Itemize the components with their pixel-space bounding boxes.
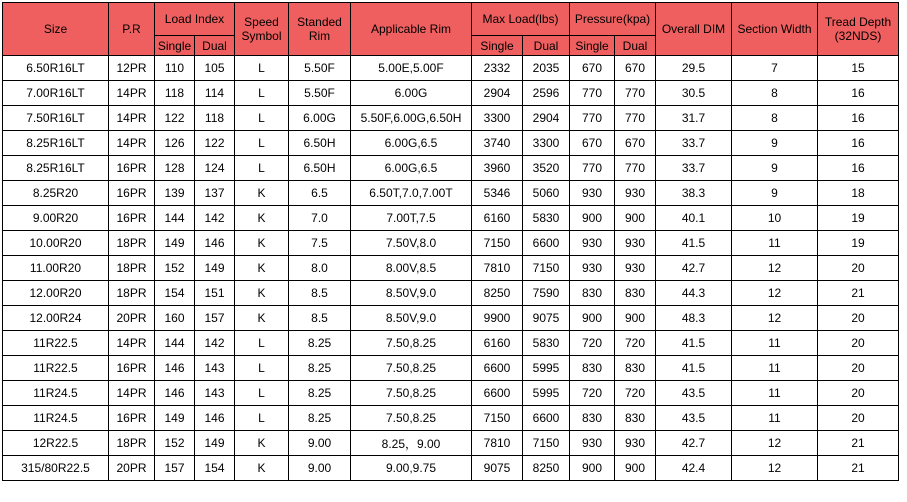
cell-size: 7.00R16LT <box>3 81 109 106</box>
cell-speed: L <box>235 156 289 181</box>
cell-section-width: 12 <box>732 306 818 331</box>
cell-maxload-dual: 3520 <box>523 156 570 181</box>
cell-pressure-dual: 770 <box>615 106 656 131</box>
cell-overall-dim: 42.7 <box>656 431 732 456</box>
cell-tread-depth: 19 <box>818 206 899 231</box>
cell-pr: 20PR <box>109 306 155 331</box>
cell-pr: 16PR <box>109 206 155 231</box>
cell-pressure-single: 830 <box>570 281 615 306</box>
header-applicable-rim: Applicable Rim <box>351 3 472 56</box>
cell-tread-depth: 20 <box>818 306 899 331</box>
cell-maxload-dual: 3300 <box>523 131 570 156</box>
cell-load-dual: 124 <box>195 156 235 181</box>
cell-speed: L <box>235 406 289 431</box>
cell-load-single: 139 <box>155 181 195 206</box>
cell-speed: K <box>235 256 289 281</box>
header-pressure-dual: Dual <box>615 36 656 56</box>
cell-section-width: 12 <box>732 256 818 281</box>
cell-size: 7.50R16LT <box>3 106 109 131</box>
cell-overall-dim: 44.3 <box>656 281 732 306</box>
cell-speed: L <box>235 131 289 156</box>
table-row <box>3 456 899 481</box>
header-size: Size <box>3 3 109 56</box>
cell-size: 11R22.5 <box>3 331 109 356</box>
table-row <box>3 56 899 81</box>
cell-maxload-single: 6160 <box>472 331 523 356</box>
cell-pr: 14PR <box>109 131 155 156</box>
cell-section-width: 7 <box>732 56 818 81</box>
tire-spec-table <box>2 2 899 481</box>
cell-load-single: 152 <box>155 431 195 456</box>
cell-pressure-single: 930 <box>570 181 615 206</box>
header-load-index: Load Index <box>155 3 235 36</box>
cell-size: 9.00R20 <box>3 206 109 231</box>
cell-pressure-single: 930 <box>570 256 615 281</box>
header-overall-dim: Overall DIM <box>656 3 732 56</box>
cell-pr: 14PR <box>109 381 155 406</box>
cell-load-single: 122 <box>155 106 195 131</box>
cell-standed-rim: 6.50H <box>289 131 351 156</box>
cell-pressure-single: 830 <box>570 356 615 381</box>
cell-section-width: 12 <box>732 456 818 481</box>
cell-size: 6.50R16LT <box>3 56 109 81</box>
cell-overall-dim: 30.5 <box>656 81 732 106</box>
cell-section-width: 12 <box>732 431 818 456</box>
cell-speed: K <box>235 281 289 306</box>
cell-tread-depth: 16 <box>818 81 899 106</box>
cell-maxload-dual: 5830 <box>523 331 570 356</box>
cell-speed: L <box>235 381 289 406</box>
cell-pressure-single: 770 <box>570 81 615 106</box>
cell-pressure-dual: 830 <box>615 281 656 306</box>
cell-maxload-dual: 2904 <box>523 106 570 131</box>
cell-section-width: 11 <box>732 356 818 381</box>
cell-overall-dim: 43.5 <box>656 406 732 431</box>
cell-maxload-single: 6600 <box>472 356 523 381</box>
cell-standed-rim: 7.5 <box>289 231 351 256</box>
cell-load-single: 157 <box>155 456 195 481</box>
cell-pr: 14PR <box>109 331 155 356</box>
cell-maxload-single: 2904 <box>472 81 523 106</box>
cell-standed-rim: 5.50F <box>289 56 351 81</box>
cell-load-single: 160 <box>155 306 195 331</box>
cell-maxload-single: 9900 <box>472 306 523 331</box>
cell-tread-depth: 20 <box>818 381 899 406</box>
cell-size: 12.00R20 <box>3 281 109 306</box>
cell-applicable-rim: 6.00G,6.5 <box>351 156 472 181</box>
cell-load-single: 126 <box>155 131 195 156</box>
cell-standed-rim: 8.25 <box>289 381 351 406</box>
cell-tread-depth: 16 <box>818 156 899 181</box>
cell-tread-depth: 20 <box>818 406 899 431</box>
cell-maxload-single: 3300 <box>472 106 523 131</box>
cell-applicable-rim: 8.25，9.00 <box>351 431 472 456</box>
cell-overall-dim: 33.7 <box>656 156 732 181</box>
cell-applicable-rim: 9.00,9.75 <box>351 456 472 481</box>
cell-standed-rim: 8.5 <box>289 306 351 331</box>
cell-section-width: 12 <box>732 281 818 306</box>
header-standed-rim: Standed Rim <box>289 3 351 56</box>
table-row <box>3 281 899 306</box>
cell-tread-depth: 18 <box>818 181 899 206</box>
cell-load-single: 146 <box>155 381 195 406</box>
cell-pressure-dual: 900 <box>615 206 656 231</box>
cell-pressure-dual: 720 <box>615 381 656 406</box>
cell-standed-rim: 8.0 <box>289 256 351 281</box>
header-pr: P.R <box>109 3 155 56</box>
cell-pressure-dual: 670 <box>615 131 656 156</box>
cell-load-dual: 149 <box>195 256 235 281</box>
table-row <box>3 81 899 106</box>
cell-speed: K <box>235 306 289 331</box>
cell-load-dual: 105 <box>195 56 235 81</box>
cell-pressure-single: 900 <box>570 206 615 231</box>
header-section-width: Section Width <box>732 3 818 56</box>
cell-speed: L <box>235 106 289 131</box>
table-row <box>3 181 899 206</box>
cell-standed-rim: 5.50F <box>289 81 351 106</box>
cell-section-width: 8 <box>732 106 818 131</box>
cell-pressure-dual: 930 <box>615 181 656 206</box>
cell-tread-depth: 16 <box>818 131 899 156</box>
cell-maxload-dual: 6600 <box>523 231 570 256</box>
cell-overall-dim: 29.5 <box>656 56 732 81</box>
cell-applicable-rim: 6.50T,7.0,7.00T <box>351 181 472 206</box>
cell-applicable-rim: 7.50,8.25 <box>351 406 472 431</box>
cell-size: 11R24.5 <box>3 381 109 406</box>
header-max-load: Max Load(lbs) <box>472 3 570 36</box>
table-row <box>3 306 899 331</box>
cell-applicable-rim: 5.50F,6.00G,6.50H <box>351 106 472 131</box>
cell-size: 11R24.5 <box>3 406 109 431</box>
cell-pr: 18PR <box>109 281 155 306</box>
table-row <box>3 356 899 381</box>
cell-applicable-rim: 6.00G,6.5 <box>351 131 472 156</box>
cell-tread-depth: 16 <box>818 106 899 131</box>
cell-maxload-single: 6600 <box>472 381 523 406</box>
cell-load-dual: 146 <box>195 406 235 431</box>
cell-overall-dim: 41.5 <box>656 331 732 356</box>
cell-standed-rim: 6.50H <box>289 156 351 181</box>
table-row <box>3 431 899 456</box>
cell-standed-rim: 6.5 <box>289 181 351 206</box>
cell-overall-dim: 40.1 <box>656 206 732 231</box>
cell-maxload-dual: 7590 <box>523 281 570 306</box>
cell-size: 8.25R20 <box>3 181 109 206</box>
cell-applicable-rim: 8.50V,9.0 <box>351 306 472 331</box>
header-load-single: Single <box>155 36 195 56</box>
cell-pressure-single: 670 <box>570 56 615 81</box>
cell-load-single: 149 <box>155 231 195 256</box>
cell-overall-dim: 33.7 <box>656 131 732 156</box>
cell-maxload-dual: 7150 <box>523 256 570 281</box>
cell-speed: L <box>235 331 289 356</box>
cell-tread-depth: 20 <box>818 256 899 281</box>
cell-standed-rim: 8.25 <box>289 331 351 356</box>
cell-overall-dim: 42.7 <box>656 256 732 281</box>
cell-speed: L <box>235 356 289 381</box>
cell-section-width: 9 <box>732 131 818 156</box>
cell-pr: 18PR <box>109 431 155 456</box>
cell-pr: 16PR <box>109 406 155 431</box>
header-load-dual: Dual <box>195 36 235 56</box>
cell-load-dual: 146 <box>195 231 235 256</box>
cell-maxload-single: 7150 <box>472 231 523 256</box>
cell-pr: 14PR <box>109 106 155 131</box>
cell-load-dual: 143 <box>195 381 235 406</box>
cell-maxload-single: 6160 <box>472 206 523 231</box>
cell-standed-rim: 9.00 <box>289 456 351 481</box>
cell-speed: K <box>235 431 289 456</box>
cell-maxload-dual: 5995 <box>523 381 570 406</box>
cell-section-width: 8 <box>732 81 818 106</box>
cell-pr: 16PR <box>109 356 155 381</box>
cell-pressure-single: 720 <box>570 331 615 356</box>
cell-maxload-single: 7150 <box>472 406 523 431</box>
cell-overall-dim: 31.7 <box>656 106 732 131</box>
cell-maxload-single: 7810 <box>472 431 523 456</box>
cell-load-single: 110 <box>155 56 195 81</box>
header-maxload-single: Single <box>472 36 523 56</box>
cell-maxload-single: 3740 <box>472 131 523 156</box>
cell-overall-dim: 41.5 <box>656 231 732 256</box>
cell-maxload-single: 2332 <box>472 56 523 81</box>
table-row <box>3 131 899 156</box>
cell-standed-rim: 8.25 <box>289 406 351 431</box>
cell-load-dual: 151 <box>195 281 235 306</box>
cell-load-single: 154 <box>155 281 195 306</box>
cell-load-single: 146 <box>155 356 195 381</box>
cell-load-dual: 118 <box>195 106 235 131</box>
cell-pressure-dual: 770 <box>615 81 656 106</box>
header-pressure: Pressure(kpa) <box>570 3 656 36</box>
cell-standed-rim: 8.25 <box>289 356 351 381</box>
cell-size: 12R22.5 <box>3 431 109 456</box>
cell-load-dual: 142 <box>195 206 235 231</box>
header-speed-symbol: Speed Symbol <box>235 3 289 56</box>
cell-pressure-single: 930 <box>570 431 615 456</box>
table-row <box>3 231 899 256</box>
cell-pressure-dual: 930 <box>615 256 656 281</box>
cell-speed: L <box>235 81 289 106</box>
cell-applicable-rim: 7.50V,8.0 <box>351 231 472 256</box>
cell-applicable-rim: 5.00E,5.00F <box>351 56 472 81</box>
cell-pressure-dual: 720 <box>615 331 656 356</box>
table-row <box>3 256 899 281</box>
cell-tread-depth: 21 <box>818 281 899 306</box>
cell-section-width: 10 <box>732 206 818 231</box>
cell-maxload-single: 3960 <box>472 156 523 181</box>
cell-overall-dim: 48.3 <box>656 306 732 331</box>
cell-load-single: 144 <box>155 206 195 231</box>
cell-overall-dim: 41.5 <box>656 356 732 381</box>
cell-pressure-dual: 930 <box>615 231 656 256</box>
cell-maxload-dual: 5995 <box>523 356 570 381</box>
cell-load-dual: 114 <box>195 81 235 106</box>
cell-section-width: 11 <box>732 231 818 256</box>
cell-speed: K <box>235 231 289 256</box>
cell-maxload-dual: 8250 <box>523 456 570 481</box>
cell-load-dual: 143 <box>195 356 235 381</box>
cell-maxload-dual: 2035 <box>523 56 570 81</box>
cell-pr: 12PR <box>109 56 155 81</box>
cell-pressure-dual: 930 <box>615 431 656 456</box>
cell-pressure-dual: 770 <box>615 156 656 181</box>
cell-maxload-single: 5346 <box>472 181 523 206</box>
cell-applicable-rim: 7.00T,7.5 <box>351 206 472 231</box>
cell-maxload-dual: 2596 <box>523 81 570 106</box>
cell-size: 315/80R22.5 <box>3 456 109 481</box>
cell-tread-depth: 21 <box>818 456 899 481</box>
cell-tread-depth: 20 <box>818 356 899 381</box>
cell-load-dual: 154 <box>195 456 235 481</box>
cell-applicable-rim: 6.00G <box>351 81 472 106</box>
cell-applicable-rim: 7.50,8.25 <box>351 356 472 381</box>
cell-pressure-single: 930 <box>570 231 615 256</box>
cell-standed-rim: 8.5 <box>289 281 351 306</box>
cell-speed: K <box>235 456 289 481</box>
cell-pressure-single: 770 <box>570 106 615 131</box>
header-tread-depth: Tread Depth (32NDS) <box>818 3 899 56</box>
cell-load-dual: 122 <box>195 131 235 156</box>
header-pressure-single: Single <box>570 36 615 56</box>
cell-load-dual: 149 <box>195 431 235 456</box>
table-row <box>3 381 899 406</box>
cell-standed-rim: 7.0 <box>289 206 351 231</box>
cell-pressure-single: 720 <box>570 381 615 406</box>
cell-tread-depth: 19 <box>818 231 899 256</box>
table-row <box>3 406 899 431</box>
table-row <box>3 156 899 181</box>
cell-pressure-single: 900 <box>570 456 615 481</box>
cell-pressure-single: 900 <box>570 306 615 331</box>
cell-overall-dim: 43.5 <box>656 381 732 406</box>
cell-size: 11.00R20 <box>3 256 109 281</box>
cell-maxload-single: 7810 <box>472 256 523 281</box>
cell-maxload-dual: 9075 <box>523 306 570 331</box>
cell-speed: K <box>235 206 289 231</box>
table-row <box>3 206 899 231</box>
cell-load-single: 149 <box>155 406 195 431</box>
cell-maxload-dual: 6600 <box>523 406 570 431</box>
cell-applicable-rim: 7.50,8.25 <box>351 331 472 356</box>
cell-pr: 14PR <box>109 81 155 106</box>
cell-load-dual: 137 <box>195 181 235 206</box>
cell-load-single: 128 <box>155 156 195 181</box>
cell-pressure-single: 770 <box>570 156 615 181</box>
cell-maxload-dual: 7150 <box>523 431 570 456</box>
cell-maxload-single: 8250 <box>472 281 523 306</box>
cell-applicable-rim: 7.50,8.25 <box>351 381 472 406</box>
table-row <box>3 106 899 131</box>
cell-pressure-dual: 900 <box>615 306 656 331</box>
cell-size: 12.00R24 <box>3 306 109 331</box>
cell-load-dual: 157 <box>195 306 235 331</box>
cell-tread-depth: 15 <box>818 56 899 81</box>
cell-pressure-dual: 900 <box>615 456 656 481</box>
cell-overall-dim: 38.3 <box>656 181 732 206</box>
cell-section-width: 9 <box>732 156 818 181</box>
cell-overall-dim: 42.4 <box>656 456 732 481</box>
header-maxload-dual: Dual <box>523 36 570 56</box>
cell-speed: K <box>235 181 289 206</box>
cell-pr: 16PR <box>109 181 155 206</box>
cell-section-width: 11 <box>732 381 818 406</box>
cell-size: 10.00R20 <box>3 231 109 256</box>
cell-section-width: 9 <box>732 181 818 206</box>
cell-pressure-single: 830 <box>570 406 615 431</box>
cell-size: 11R22.5 <box>3 356 109 381</box>
cell-speed: L <box>235 56 289 81</box>
cell-standed-rim: 6.00G <box>289 106 351 131</box>
cell-section-width: 11 <box>732 331 818 356</box>
cell-load-single: 118 <box>155 81 195 106</box>
cell-maxload-dual: 5060 <box>523 181 570 206</box>
cell-maxload-dual: 5830 <box>523 206 570 231</box>
cell-pr: 18PR <box>109 231 155 256</box>
cell-pressure-dual: 830 <box>615 406 656 431</box>
cell-load-single: 144 <box>155 331 195 356</box>
cell-pr: 18PR <box>109 256 155 281</box>
cell-applicable-rim: 8.50V,9.0 <box>351 281 472 306</box>
cell-pr: 16PR <box>109 156 155 181</box>
cell-pressure-single: 670 <box>570 131 615 156</box>
cell-size: 8.25R16LT <box>3 131 109 156</box>
cell-tread-depth: 21 <box>818 431 899 456</box>
cell-standed-rim: 9.00 <box>289 431 351 456</box>
cell-tread-depth: 20 <box>818 331 899 356</box>
cell-maxload-single: 9075 <box>472 456 523 481</box>
cell-load-dual: 142 <box>195 331 235 356</box>
cell-pr: 20PR <box>109 456 155 481</box>
cell-section-width: 11 <box>732 406 818 431</box>
cell-load-single: 152 <box>155 256 195 281</box>
cell-pressure-dual: 670 <box>615 56 656 81</box>
cell-size: 8.25R16LT <box>3 156 109 181</box>
table-row <box>3 331 899 356</box>
cell-applicable-rim: 8.00V,8.5 <box>351 256 472 281</box>
cell-pressure-dual: 830 <box>615 356 656 381</box>
